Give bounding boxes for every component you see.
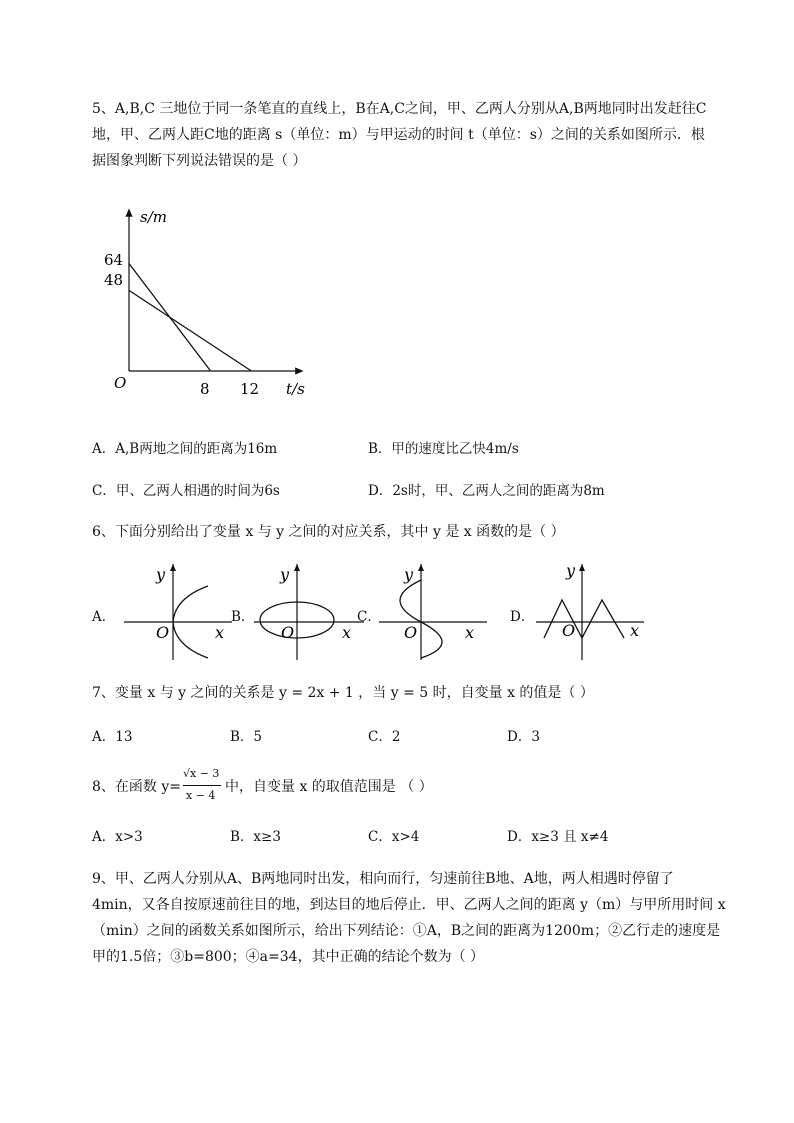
q7-option-c: C．2 (368, 729, 401, 745)
q6-label-a: A． (92, 609, 116, 625)
svg-text:y: y (280, 565, 290, 584)
q6-graph-b (252, 560, 367, 665)
q5-x-tick-8: 8 (200, 380, 210, 398)
q8-option-b: B．x≥3 (230, 829, 281, 845)
q7-stem: 7、变量 x 与 y 之间的关系是 y = 2x + 1 ，当 y = 5 时，自变量 x 的值是（ ） (92, 685, 594, 701)
q9-stem-line-1: 9、甲、乙两人分别从A、B两地同时出发，相向而行，匀速前往B地、A地，两人相遇时停留了 (92, 871, 674, 887)
svg-text:O: O (562, 621, 576, 640)
q8-stem-post: 中，自变量 x 的取值范围是 （ ） (225, 779, 433, 795)
q6-label-c: C． (357, 609, 381, 625)
q8-fraction (183, 767, 223, 807)
q8-option-d: D．x≥3 且 x≠4 (507, 829, 609, 845)
svg-text:x: x (630, 621, 640, 640)
q8-option-c: C．x>4 (368, 829, 420, 845)
q6-label-b: B． (231, 609, 255, 625)
q5-x-axis-label: t/s (286, 380, 305, 398)
svg-text:x: x (342, 623, 352, 642)
q8-option-a: A．x>3 (92, 829, 143, 845)
svg-text:x: x (215, 623, 225, 642)
q7-option-b: B．5 (230, 729, 263, 745)
q5-x-tick-12: 12 (240, 380, 260, 398)
q6-label-d: D． (510, 609, 535, 625)
q5-option-c: C．甲、乙两人相遇的时间为6s (92, 483, 280, 499)
q5-option-b: B．甲的速度比乙快4m/s (368, 441, 519, 457)
svg-text:y: y (404, 565, 414, 584)
q5-stem-line-2: 地，甲、乙两人距C地的距离 s（单位：m）与甲运动的时间 t（单位：s）之间的关系如图所示．根 (92, 127, 705, 143)
q5-option-a: A．A,B两地之间的距离为16m (92, 441, 278, 457)
q9-stem-line-2: 4min，又各自按原速前往目的地，到达目的地后停止．甲、乙两人之间的距离 y（m）与甲所用时间 x (92, 897, 726, 913)
q8-denominator: x − 4 (186, 789, 216, 802)
q8-stem-pre: 8、在函数 y= (92, 779, 181, 795)
q5-graph (100, 200, 320, 410)
svg-text:y: y (566, 561, 576, 580)
q5-y-tick-64: 64 (104, 251, 124, 269)
svg-text:x: x (465, 623, 475, 642)
q7-option-a: A．13 (92, 729, 133, 745)
svg-text:O: O (281, 623, 295, 642)
q7-option-d: D．3 (507, 729, 540, 745)
q5-option-d: D．2s时，甲、乙两人之间的距离为8m (368, 483, 605, 499)
q5-stem-line-3: 据图象判断下列说法错误的是（ ） (92, 153, 307, 169)
q6-stem: 6、下面分别给出了变量 x 与 y 之间的对应关系，其中 y 是 x 函数的是（ ） (92, 524, 565, 540)
q9-stem-line-4: 甲的1.5倍；③b=800；④a=34，其中正确的结论个数为（ ） (92, 949, 485, 965)
q9-stem-line-3: （min）之间的函数关系如图所示，给出下列结论：①A，B之间的距离为1200m；②乙行走的速度是 (92, 923, 721, 939)
q5-stem-line-1: 5、A,B,C 三地位于同一条笔直的直线上，B在A,C之间，甲、乙两人分别从A,B两地同时出发赶往C (92, 101, 707, 117)
q8-numerator: √x − 3 (183, 767, 220, 780)
svg-text:O: O (156, 623, 170, 642)
q6-graph-c (375, 560, 490, 665)
svg-text:y: y (156, 565, 166, 584)
q6-graph-d (532, 560, 652, 665)
q6-graph-a (120, 560, 235, 665)
q5-origin-label: O (114, 374, 127, 392)
svg-text:O: O (404, 623, 418, 642)
q5-line-yi (129, 290, 251, 371)
q5-y-tick-48: 48 (104, 271, 124, 289)
q5-y-axis-label: s/m (140, 208, 167, 226)
